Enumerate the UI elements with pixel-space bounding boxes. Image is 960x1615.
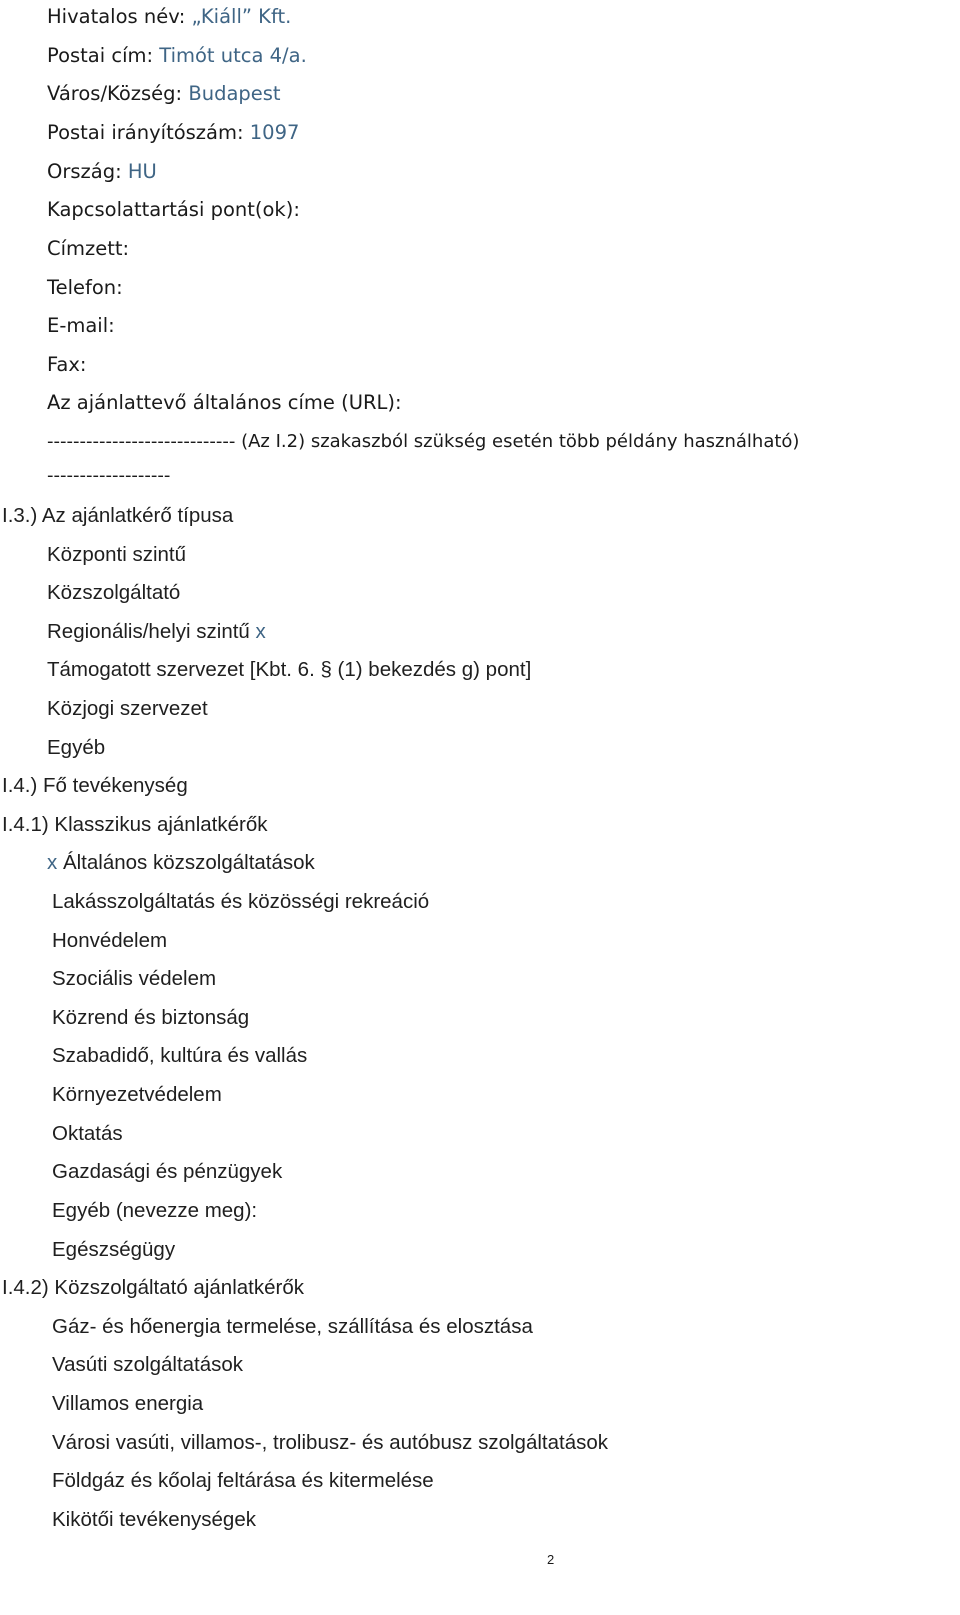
activity-item: Közrend és biztonság: [52, 1006, 250, 1029]
authority-type-label: Központi szintű: [47, 543, 187, 566]
postal-code-label: Postai irányítószám:: [47, 121, 244, 144]
separator-line-2: -------------------: [47, 465, 171, 486]
phone-label: Telefon:: [47, 276, 123, 299]
activity-item: Egyéb (nevezze meg):: [52, 1199, 258, 1222]
utility-activity-item: Vasúti szolgáltatások: [52, 1353, 244, 1376]
selected-mark: x: [47, 851, 58, 874]
activity-item: Szociális védelem: [52, 967, 217, 990]
authority-type-label: Közszolgáltató: [47, 581, 181, 604]
activity-item: Szabadidő, kultúra és vallás: [52, 1044, 308, 1067]
authority-type-label: Közjogi szervezet: [47, 697, 208, 720]
activity-label: Általános közszolgáltatások: [62, 851, 315, 874]
activity-item: [47, 853, 315, 874]
contact-points-label: Kapcsolattartási pont(ok):: [47, 198, 300, 221]
postal-code-value: 1097: [249, 121, 300, 144]
section-i41-heading: I.4.1) Klasszikus ajánlatkérők: [2, 813, 268, 836]
authority-type-item: [47, 545, 186, 566]
utility-activity-item: Gáz- és hőenergia termelése, szállítása és elosztása: [52, 1315, 533, 1338]
fax-label: Fax:: [47, 353, 87, 376]
authority-type-item: [47, 583, 180, 604]
utility-activity-item: Földgáz és kőolaj feltárása és kitermelése: [52, 1469, 434, 1492]
activity-item: Gazdasági és pénzügyek: [52, 1160, 283, 1183]
authority-type-label: Támogatott szervezet [Kbt. 6. § (1) bekezdés g) pont]: [47, 658, 532, 681]
authority-type-item: [47, 660, 531, 681]
country-value: HU: [127, 160, 157, 183]
official-name-value: „Kiáll” Kft.: [191, 5, 292, 28]
selected-mark: x: [255, 620, 266, 643]
authority-type-item: [47, 622, 266, 643]
postal-code-row: [47, 123, 299, 143]
postal-address-row: [47, 46, 307, 66]
activity-item: Honvédelem: [52, 929, 168, 952]
postal-address-label: Postai cím:: [47, 44, 154, 67]
city-label: Város/Község:: [47, 82, 183, 105]
activity-item: Lakásszolgáltatás és közösségi rekreáció: [52, 890, 430, 913]
separator-line-1: ----------------------------- (Az I.2) szakaszból szükség esetén több példány használható): [47, 431, 800, 452]
section-i42-heading: I.4.2) Közszolgáltató ajánlatkérők: [2, 1276, 304, 1299]
authority-type-item: [47, 699, 208, 720]
page-number: 2: [547, 1552, 555, 1567]
authority-type-item: [47, 738, 105, 759]
activity-item: Egészségügy: [52, 1238, 176, 1261]
utility-activity-item: Kikötői tevékenységek: [52, 1508, 256, 1531]
recipient-label: Címzett:: [47, 237, 130, 260]
activity-item: Oktatás: [52, 1122, 123, 1145]
email-label: E-mail:: [47, 314, 115, 337]
country-row: [47, 162, 157, 182]
url-label: Az ajánlattevő általános címe (URL):: [47, 391, 402, 414]
utility-activity-item: Villamos energia: [52, 1392, 204, 1415]
authority-type-label: Regionális/helyi szintű: [47, 620, 250, 643]
country-label: Ország:: [47, 160, 122, 183]
section-i3-heading: I.3.) Az ajánlatkérő típusa: [2, 504, 234, 527]
city-row: [47, 84, 281, 104]
section-i4-heading: I.4.) Fő tevékenység: [2, 774, 188, 797]
activity-item: Környezetvédelem: [52, 1083, 222, 1106]
official-name-label: Hivatalos név:: [47, 5, 186, 28]
city-value: Budapest: [188, 82, 281, 105]
authority-type-label: Egyéb: [47, 736, 106, 759]
postal-address-value: Timót utca 4/a.: [159, 44, 307, 67]
official-name-row: [47, 7, 291, 27]
utility-activity-item: Városi vasúti, villamos-, trolibusz- és autóbusz szolgáltatások: [52, 1431, 609, 1454]
